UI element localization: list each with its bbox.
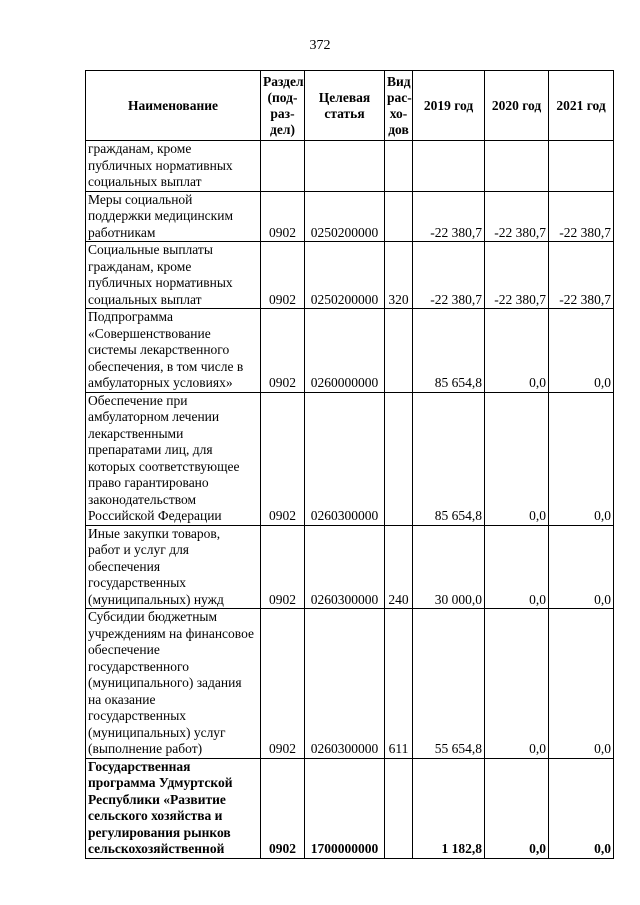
row-name [86,242,261,309]
header-2019: 2019 год [413,71,485,141]
header-line: статья [324,105,365,121]
row-name-line: публичных нормативных [88,157,233,173]
header-expense-type [385,71,413,141]
header-line: Раздел [263,73,304,89]
row-section: 0902 [261,392,305,525]
row-article: 0260300000 [305,525,385,609]
row-name-line: (муниципальных) услуг [88,724,226,740]
row-expense-type [385,191,413,242]
row-article: 1700000000 [305,758,385,858]
row-name-line: регулирования рынков [88,824,231,840]
row-name-line: гражданам, кроме [88,258,192,274]
row-name-line: обеспечения, в том числе в [88,358,244,374]
row-2020: 0,0 [485,392,549,525]
header-line: хо- [389,105,408,121]
header-article [305,71,385,141]
row-expense-type [385,758,413,858]
row-article: 0260000000 [305,309,385,393]
row-2021: 0,0 [549,309,614,393]
row-name-line: Российской Федерации [88,508,222,523]
row-name-line: (муниципальных) нужд [88,591,224,607]
row-name [86,525,261,609]
row-name-line: на оказание [88,691,156,707]
row-article: 0260300000 [305,609,385,759]
row-name-line: «Совершенствование [88,325,211,341]
row-name-line: обеспечения [88,558,161,574]
row-2019: -22 380,7 [413,242,485,309]
row-name-line: программа Удмуртской [88,775,233,790]
row-section: 0902 [261,309,305,393]
row-name-line: Иные закупки товаров, [88,525,221,541]
row-2020: 0,0 [485,758,549,858]
row-name-line: Обеспечение при [88,392,188,408]
table-header-row [86,71,614,141]
header-line: дов [388,121,409,137]
row-2020: -22 380,7 [485,191,549,242]
budget-table [85,70,614,859]
table-body [86,141,614,859]
header-line: (под- [267,89,298,105]
row-name-line: обеспечение [88,642,160,657]
row-name-line: которых соответствующее [88,458,240,474]
row-2019: 85 654,8 [413,309,485,393]
page-number: 372 [309,38,331,53]
row-2019: -22 380,7 [413,191,485,242]
table-row [86,191,614,242]
row-section: 0902 [261,525,305,609]
row-2021: 0,0 [549,609,614,759]
header-2020: 2020 год [485,71,549,141]
row-name-line: (муниципального) задания [88,675,242,690]
row-2019: 55 654,8 [413,609,485,759]
row-2021 [549,141,614,192]
row-2021: -22 380,7 [549,242,614,309]
row-name-line: Подпрограмма [88,309,173,324]
row-name-line: амбулаторном лечении [88,409,220,424]
row-2021: 0,0 [549,392,614,525]
row-name-line: работ и услуг для [88,542,190,557]
header-line: Целевая [318,89,371,105]
row-name-line: амбулаторных условиях» [88,375,233,390]
row-name-line: (выполнение работ) [88,741,203,756]
row-name-line: Государственная [88,758,191,774]
row-name-line: работникам [88,224,156,240]
row-2020: 0,0 [485,525,549,609]
row-2021: -22 380,7 [549,191,614,242]
row-name-line: социальных выплат [88,174,202,189]
row-2019: 85 654,8 [413,392,485,525]
header-name: Наименование [86,71,261,141]
row-name-line: Социальные выплаты [88,242,213,257]
row-name [86,392,261,525]
row-2020: -22 380,7 [485,242,549,309]
row-name-line: государственного [88,658,189,674]
row-2019: 30 000,0 [413,525,485,609]
row-name-line: сельскохозяйственной [88,841,225,856]
row-name-line: Меры социальной [88,191,193,207]
row-article: 0260300000 [305,392,385,525]
row-expense-type [385,309,413,393]
row-article: 0250200000 [305,242,385,309]
row-name-line: препаратами лиц, для [88,442,213,457]
row-name-line: государственных [88,708,187,723]
row-2020: 0,0 [485,309,549,393]
row-expense-type [385,392,413,525]
row-section: 0902 [261,758,305,858]
row-name-line: сельского хозяйства и [88,808,223,823]
table-row [86,309,614,393]
table-row [86,392,614,525]
row-name-line: право гарантировано [88,475,209,490]
table-row [86,758,614,858]
header-line: дел) [270,121,295,137]
row-expense-type: 611 [385,609,413,759]
row-name [86,609,261,759]
header-line: Вид [387,73,411,89]
row-expense-type [385,141,413,192]
row-name [86,191,261,242]
row-name-line: системы лекарственного [88,342,230,357]
row-name-line: поддержки медицинским [88,208,233,223]
row-name-line: публичных нормативных [88,275,233,290]
row-name-line: лекарственными [88,425,184,441]
row-name [86,141,261,192]
row-section [261,141,305,192]
table-row [86,609,614,759]
row-2021: 0,0 [549,525,614,609]
row-name [86,758,261,858]
row-expense-type: 240 [385,525,413,609]
row-name-line: Субсидии бюджетным [88,609,218,624]
row-section: 0902 [261,609,305,759]
row-name-line: социальных выплат [88,291,202,307]
header-line: рас- [387,89,412,105]
row-name-line: Республики «Развитие [88,791,226,807]
row-section: 0902 [261,242,305,309]
row-name-line: гражданам, кроме [88,141,192,156]
row-2020: 0,0 [485,609,549,759]
header-line: раз- [270,105,295,121]
row-name [86,309,261,393]
table-row [86,141,614,192]
row-2021: 0,0 [549,758,614,858]
row-expense-type: 320 [385,242,413,309]
table-row [86,525,614,609]
row-section: 0902 [261,191,305,242]
row-article: 0250200000 [305,191,385,242]
header-2021: 2021 год [549,71,614,141]
row-2019 [413,141,485,192]
header-section [261,71,305,141]
row-name-line: учреждениям на финансовое [88,625,254,641]
table-row [86,242,614,309]
row-2020 [485,141,549,192]
row-article [305,141,385,192]
row-name-line: законодательством [88,491,197,507]
row-name-line: государственных [88,575,187,590]
row-2019: 1 182,8 [413,758,485,858]
